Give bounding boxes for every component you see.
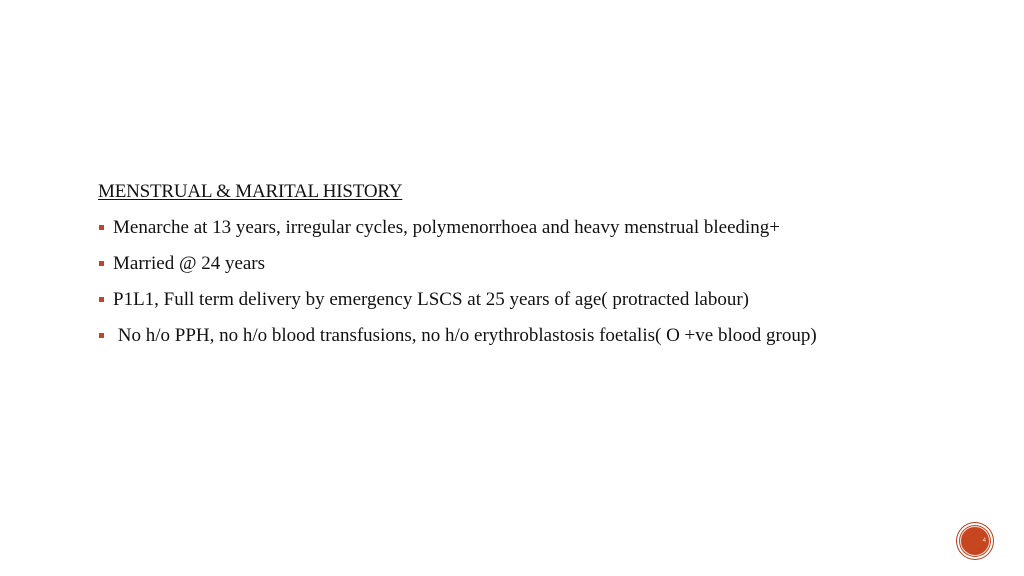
square-bullet-icon bbox=[99, 261, 104, 266]
bullet-item-married bbox=[98, 252, 928, 275]
square-bullet-icon bbox=[99, 297, 104, 302]
square-bullet-icon bbox=[99, 225, 104, 230]
bullet-text: Menarche at 13 years, irregular cycles, polymenorrhoea and heavy menstrual bleeding+ bbox=[113, 217, 781, 238]
bullet-text: No h/o PPH, no h/o blood transfusions, no h/o erythroblastosis foetalis( O +ve blood group) bbox=[113, 325, 817, 346]
page-number-badge bbox=[957, 523, 993, 559]
bullet-text: P1L1, Full term delivery by emergency LSCS at 25 years of age( protracted labour) bbox=[113, 289, 749, 310]
bullet-text: Married @ 24 years bbox=[113, 253, 266, 274]
bullet-list bbox=[98, 216, 928, 360]
page-number: 4 bbox=[982, 538, 986, 544]
bullet-item-history bbox=[98, 324, 928, 347]
page-badge-ring bbox=[960, 526, 990, 556]
bullet-item-menarche bbox=[98, 216, 928, 239]
bullet-item-delivery bbox=[98, 288, 928, 311]
section-heading: MENSTRUAL & MARITAL HISTORY bbox=[98, 181, 403, 202]
square-bullet-icon bbox=[99, 333, 104, 338]
